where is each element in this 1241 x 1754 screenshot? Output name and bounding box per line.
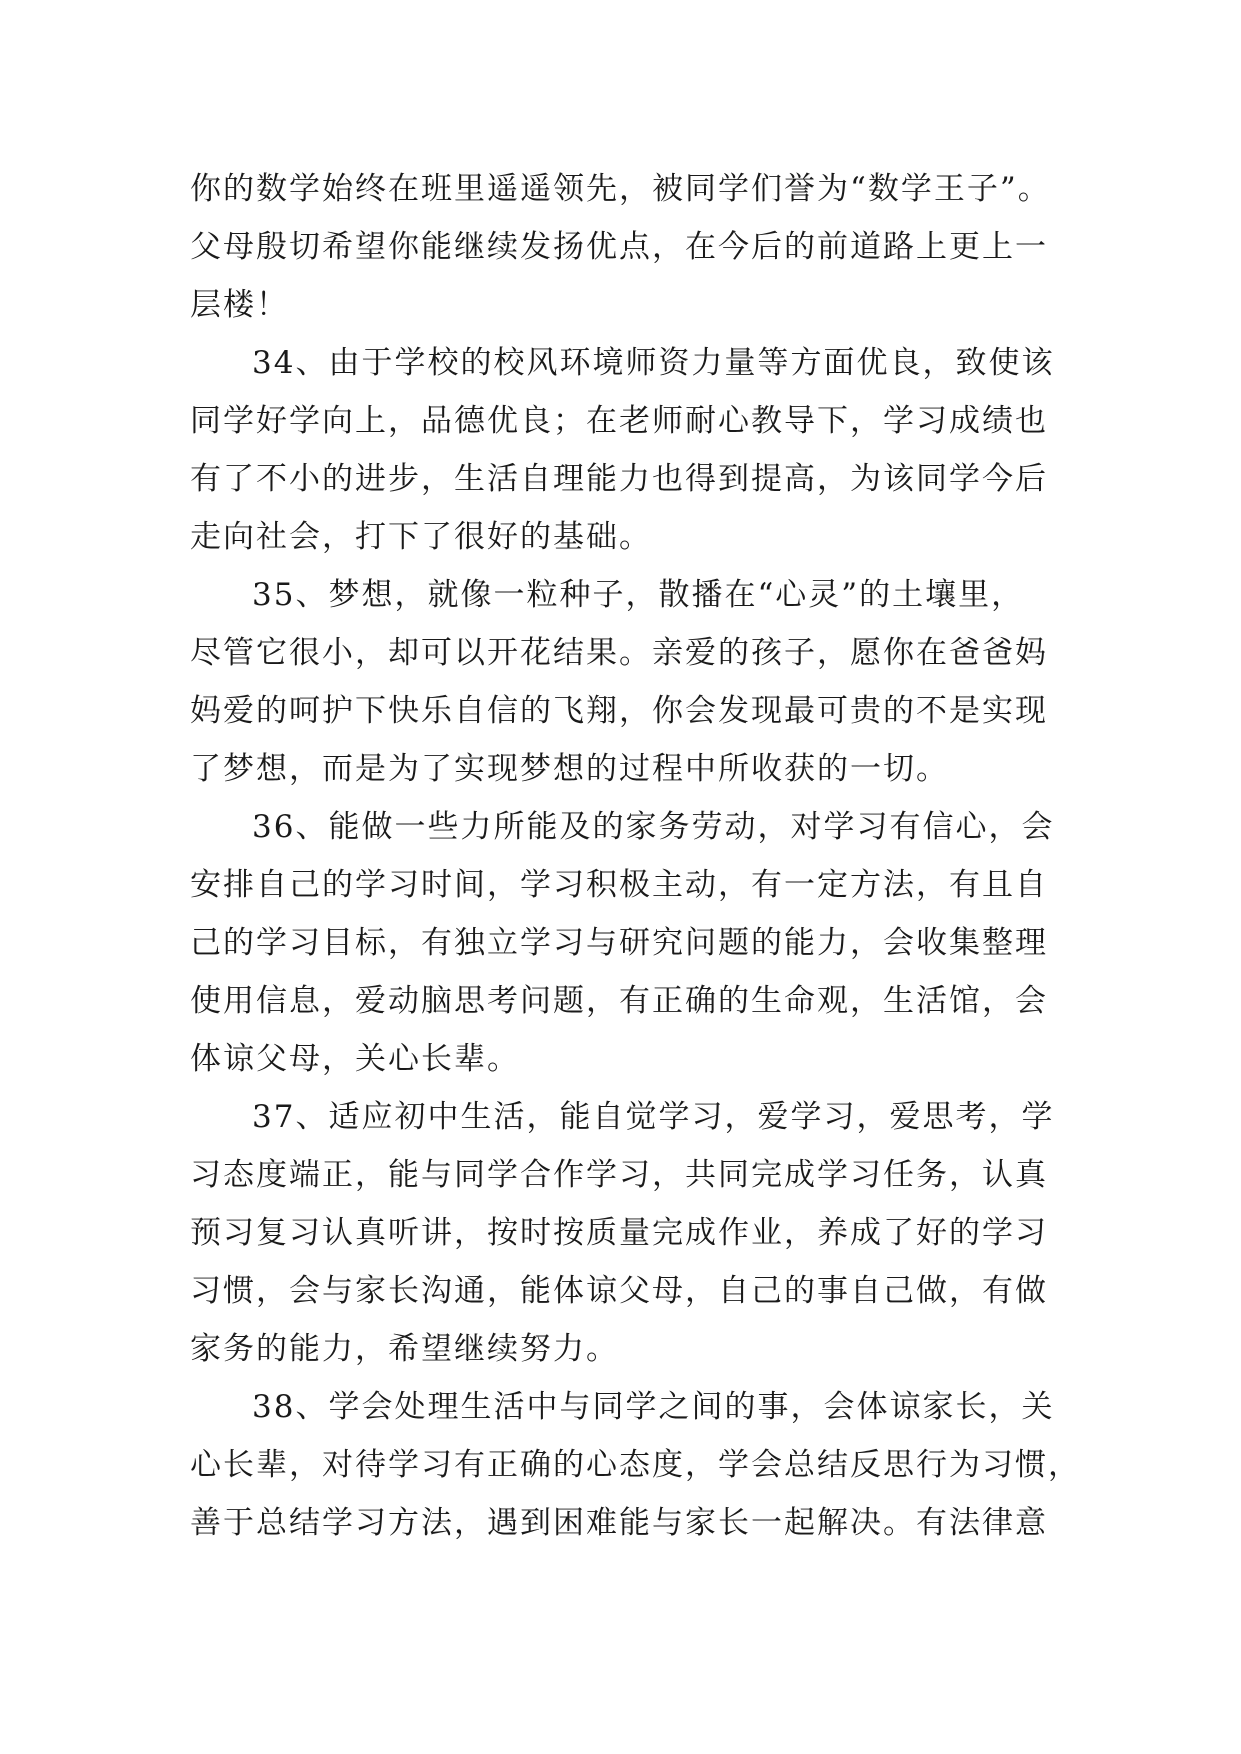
text-line: 妈爱的呵护下快乐自信的飞翔，你会发现最可贵的不是实现 [190, 693, 1048, 729]
paragraph-continuation [190, 160, 1060, 334]
document-body [190, 160, 1081, 1552]
text-line: 体谅父母，关心长辈。 [190, 1041, 520, 1077]
paragraph-38 [190, 1378, 1081, 1552]
paragraph-36 [190, 798, 1060, 1088]
text-line: 预习复习认真听讲，按时按质量完成作业，养成了好的学习 [190, 1215, 1048, 1251]
text-line: 34、由于学校的校风环境师资力量等方面优良，致使该 [252, 345, 1055, 381]
text-line: 层楼！ [190, 287, 289, 323]
text-line: 36、能做一些力所能及的家务劳动，对学习有信心，会 [252, 809, 1055, 845]
text-line: 走向社会，打下了很好的基础。 [190, 519, 652, 555]
text-line: 有了不小的进步，生活自理能力也得到提高，为该同学今后 [190, 461, 1048, 497]
text-line: 家务的能力，希望继续努力。 [190, 1331, 619, 1367]
text-line: 37、适应初中生活，能自觉学习，爱学习，爱思考，学 [252, 1099, 1055, 1135]
text-line: 安排自己的学习时间，学习积极主动，有一定方法，有且自 [190, 867, 1048, 903]
text-line: 己的学习目标，有独立学习与研究问题的能力，会收集整理 [190, 925, 1048, 961]
text-line: 善于总结学习方法，遇到困难能与家长一起解决。有法律意 [190, 1505, 1048, 1541]
paragraph-37 [190, 1088, 1060, 1378]
text-line: 习惯，会与家长沟通，能体谅父母，自己的事自己做，有做 [190, 1273, 1048, 1309]
text-line: 你的数学始终在班里遥遥领先，被同学们誉为“数学王子”。 [190, 171, 1051, 207]
text-line: 同学好学向上，品德优良；在老师耐心教导下，学习成绩也 [190, 403, 1048, 439]
text-line: 心长辈，对待学习有正确的心态度，学会总结反思行为习惯， [190, 1447, 1081, 1483]
text-line: 习态度端正，能与同学合作学习，共同完成学习任务，认真 [190, 1157, 1048, 1193]
text-line: 尽管它很小，却可以开花结果。亲爱的孩子，愿你在爸爸妈 [190, 635, 1048, 671]
text-line: 了梦想，而是为了实现梦想的过程中所收获的一切。 [190, 751, 949, 787]
text-line: 使用信息，爱动脑思考问题，有正确的生命观，生活馆，会 [190, 983, 1048, 1019]
paragraph-34 [190, 334, 1060, 566]
text-line: 38、学会处理生活中与同学之间的事，会体谅家长，关 [252, 1389, 1055, 1425]
text-line: 父母殷切希望你能继续发扬优点，在今后的前道路上更上一 [190, 229, 1048, 265]
text-line: 35、梦想，就像一粒种子，散播在“心灵”的土壤里， [252, 577, 1025, 613]
paragraph-35 [190, 566, 1060, 798]
